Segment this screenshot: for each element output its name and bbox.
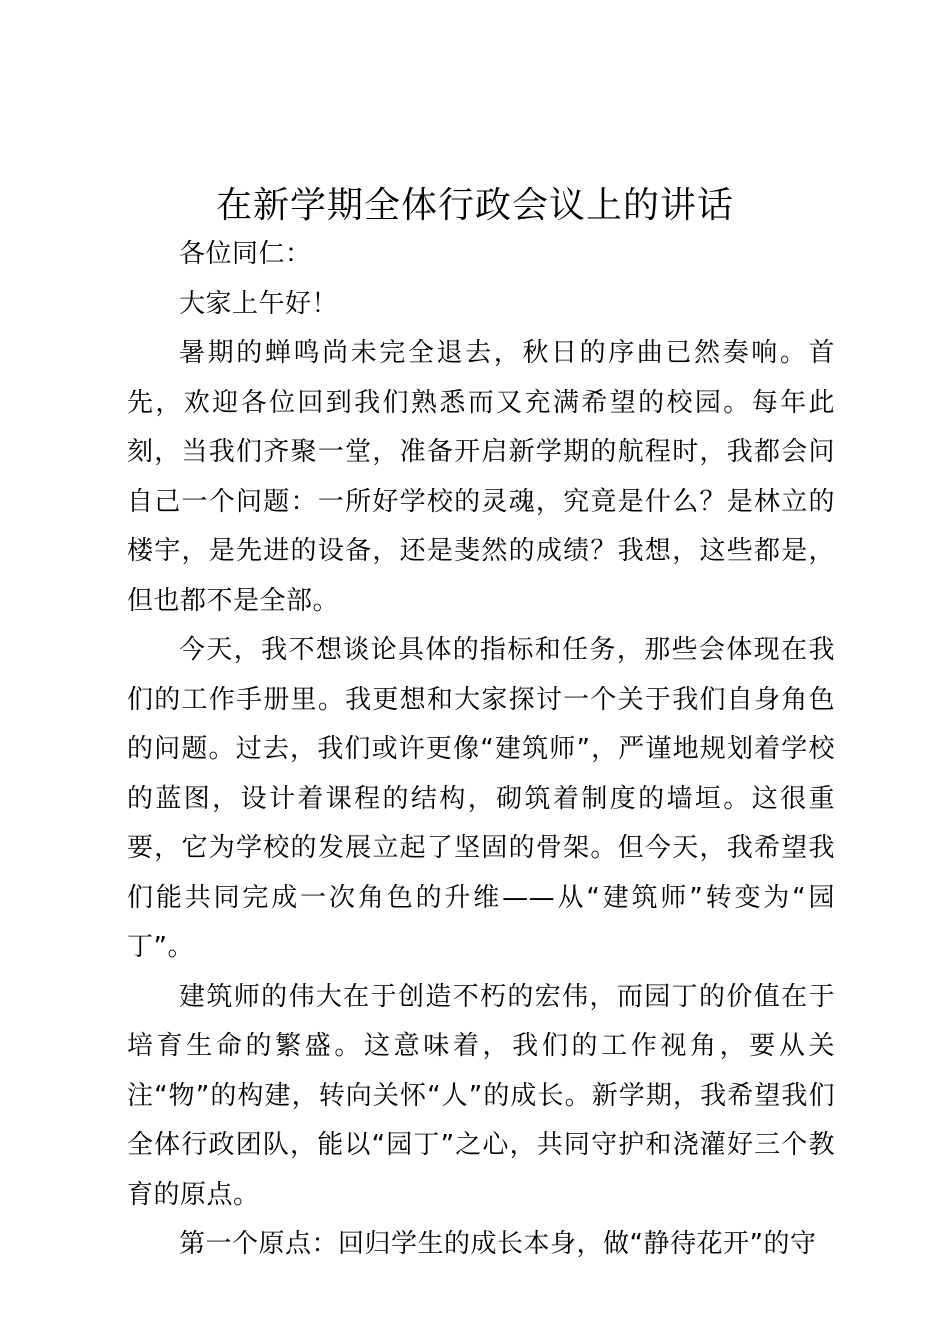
- paragraph-opening: 暑期的蝉鸣尚未完全退去，秋日的序曲已然奏响。首先，欢迎各位回到我们熟悉而又充满希望的校园。每年此刻，当我们齐聚一堂，准备开启新学期的航程时，我都会问自己一个问题：一所好学校的灵魂，究竟是什么？是林立的楼宇，是先进的设备，还是斐然的成绩？我想，这些都是，但也都不是全部。: [127, 338, 835, 616]
- paragraph-first-origin: 第一个原点：回归学生的成长本身，做“静待花开”的守: [179, 1229, 817, 1259]
- document-title: 在新学期全体行政会议上的讲话: [215, 185, 734, 226]
- paragraph-gardener: 建筑师的伟大在于创造不朽的宏伟，而园丁的价值在于培育生命的繁盛。这意味着，我们的工作视角，要从关注“物”的构建，转向关怀“人”的成长。新学期，我希望我们全体行政团队，能以“园丁”之心，共同守护和浇灌好三个教育的原点。: [127, 981, 835, 1210]
- greeting: 大家上午好！: [179, 288, 339, 319]
- salutation: 各位同仁：: [179, 239, 312, 269]
- document-body: [127, 230, 835, 1270]
- paragraph-role: 今天，我不想谈论具体的指标和任务，那些会体现在我们的工作手册里。我更想和大家探讨一个关于我们自身角色的问题。过去，我们或许更像“建筑师”，严谨地规划着学校的蓝图，设计着课程的结构，砌筑着制度的墙垣。这很重要，它为学校的发展立起了坚固的骨架。但今天，我希望我们能共同完成一次角色的升维——从“建筑师”转变为“园丁”。: [127, 635, 835, 962]
